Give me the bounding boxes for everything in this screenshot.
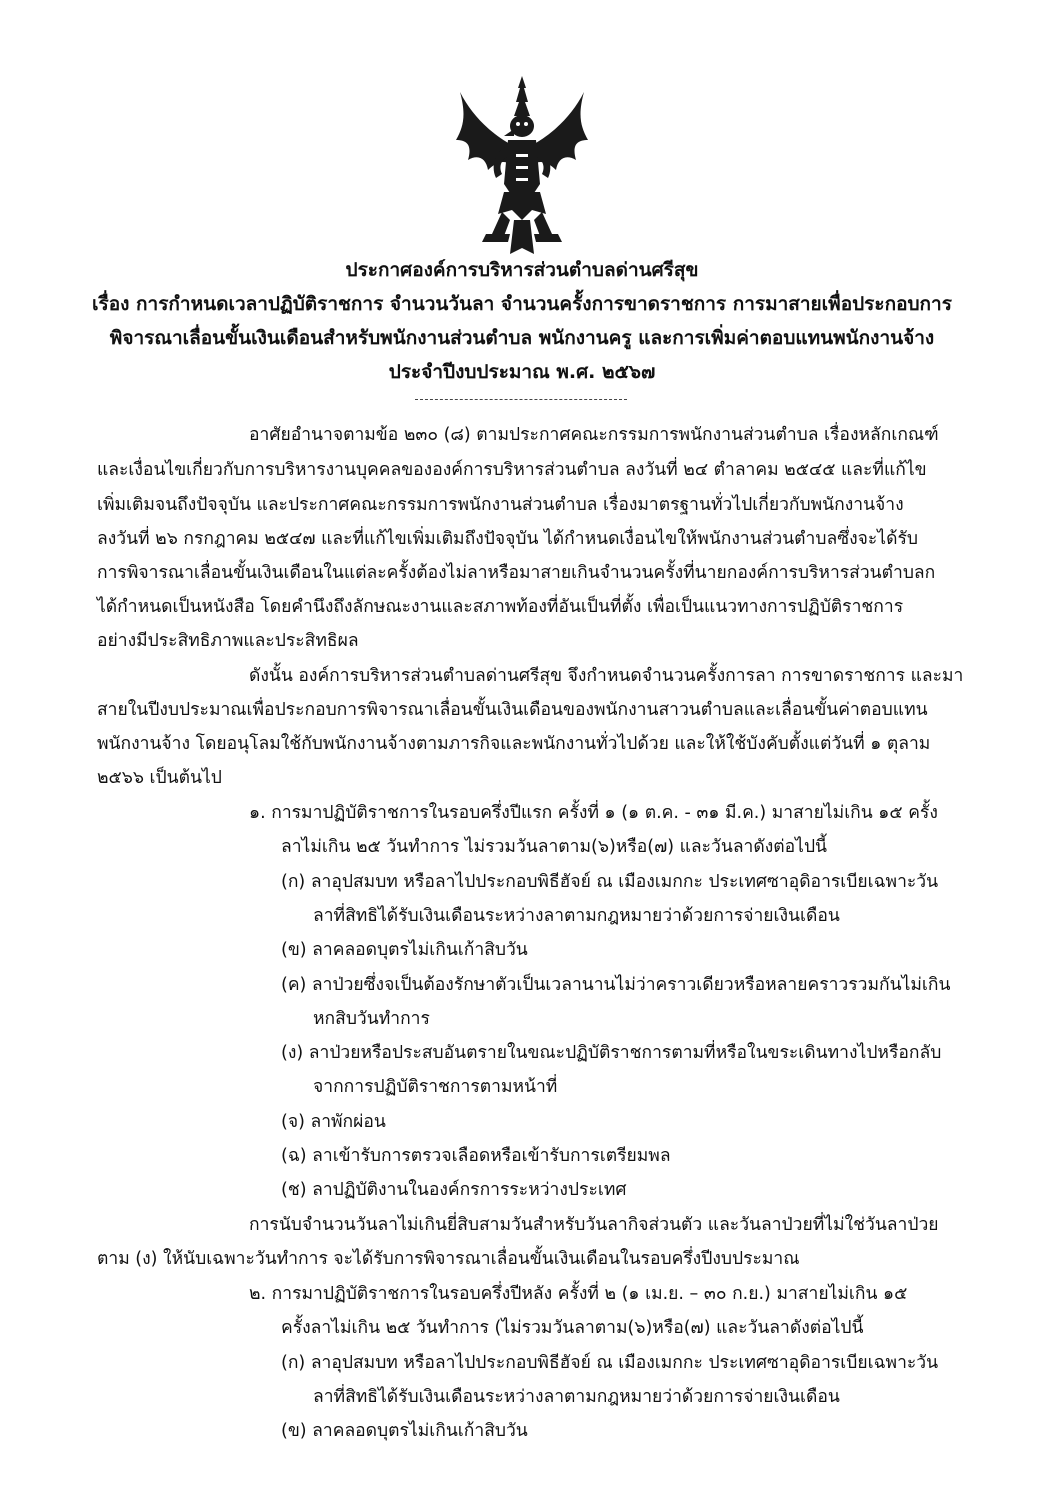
- list-item: ครั้งลาไม่เกิน ๒๕ วันทำการ (ไม่รวมวันลาตาม(๖)หรือ(๗) และวันลาดังต่อไปนี้: [281, 1318, 864, 1338]
- paragraph-line: ได้กำหนดเป็นหนังสือ โดยคำนึงถึงลักษณะงานและสภาพท้องที่อันเป็นที่ตั้ง เพื่อเป็นแนวทางการปฏิบัติราชการ: [97, 597, 904, 617]
- paragraph-line: ดังนั้น องค์การบริหารส่วนตำบลด่านศรีสุข จึงกำหนดจำนวนครั้งการลา การขาดราชการ และมา: [249, 666, 964, 686]
- list-item: ๒. การมาปฏิบัติราชการในรอบครึ่งปีหลัง ครั้งที่ ๒ (๑ เม.ย. – ๓๐ ก.ย.) มาสายไม่เกิน ๑๕: [249, 1284, 908, 1304]
- paragraph-line: พนักงานจ้าง โดยอนุโลมใช้กับพนักงานจ้างตามภารกิจและพนักงานทั่วไปด้วย และให้ใช้บังคับตั้งแต่วันที่ ๑ ตุลาม: [97, 734, 931, 754]
- sub-list-item: (ฉ) ลาเข้ารับการตรวจเลือดหรือเข้ารับการเตรียมพล: [281, 1146, 671, 1166]
- sub-list-item: จากการปฏิบัติราชการตามหน้าที่: [313, 1077, 558, 1097]
- paragraph-line: อย่างมีประสิทธิภาพและประสิทธิผล: [97, 631, 359, 651]
- paragraph-line: อาศัยอำนาจตามข้อ ๒๓๐ (๘) ตามประกาศคณะกรรมการพนักงานส่วนตำบล เรื่องหลักเกณฑ์: [249, 425, 939, 445]
- sub-list-item: (ข) ลาคลอดบุตรไม่เกินเก้าสิบวัน: [281, 940, 528, 960]
- document-title: ประกาศองค์การบริหารส่วนตำบลด่านศรีสุข: [345, 259, 699, 281]
- paragraph-line: เพิ่มเติมจนถึงปัจจุบัน และประกาศคณะกรรมการพนักงานส่วนตำบล เรื่องมาตรฐานทั่วไปเกี่ยวกับพนักงานจ้าง: [97, 495, 904, 515]
- subject-line: ประจำปีงบประมาณ พ.ศ. ๒๕๖๗: [388, 361, 656, 383]
- paragraph-line: ลงวันที่ ๒๖ กรกฎาคม ๒๕๔๗ และที่แก้ไขเพิ่มเติมถึงปัจจุบัน ได้กำหนดเงื่อนไขให้พนักงานส่วนตำบลซึ่งจะได้รับ: [97, 529, 918, 549]
- sub-list-item: (ง) ลาป่วยหรือประสบอันตรายในขณะปฏิบัติราชการตามที่หรือในขระเดินทางไปหรือกลับ: [281, 1043, 942, 1063]
- list-item: ลาไม่เกิน ๒๕ วันทำการ ไม่รวมวันลาตาม(๖)หรือ(๗) และวันลาดังต่อไปนี้: [281, 837, 828, 857]
- paragraph-line: การนับจำนวนวันลาไม่เกินยี่สิบสามวันสำหรับวันลากิจส่วนตัว และวันลาป่วยที่ไม่ใช่วันลาป่วย: [249, 1215, 939, 1235]
- list-item: ๑. การมาปฏิบัติราชการในรอบครึ่งปีแรก ครั้งที่ ๑ (๑ ต.ค. - ๓๑ มี.ค.) มาสายไม่เกิน ๑๕ ครั้ง: [249, 803, 938, 823]
- subject-line: เรื่อง การกำหนดเวลาปฏิบัติราชการ จำนวนวันลา จำนวนครั้งการขาดราชการ การมาสายเพื่อประกอบการ: [92, 293, 952, 315]
- sub-list-item: (จ) ลาพักผ่อน: [281, 1112, 386, 1132]
- paragraph-line: การพิจารณาเลื่อนขั้นเงินเดือนในแต่ละครั้งต้องไม่ลาหรือมาสายเกินจำนวนครั้งที่นายกองค์การบริหารส่วนตำบลก: [97, 563, 936, 583]
- sub-list-item: หกสิบวันทำการ: [313, 1009, 430, 1029]
- sub-list-item: (ค) ลาป่วยซึ่งจเป็นต้องรักษาตัวเป็นเวลานานไม่ว่าคราวเดียวหรือหลายคราวรวมกันไม่เกิน: [281, 975, 951, 995]
- paragraph-line: ๒๕๖๖ เป็นต้นไป: [97, 768, 222, 788]
- sub-list-item: (ช) ลาปฏิบัติงานในองค์กรการระหว่างประเทศ: [281, 1180, 627, 1200]
- paragraph-line: สายในปีงบประมาณเพื่อประกอบการพิจารณาเลื่อนขั้นเงินเดือนของพนักงานสาวนตำบลและเลื่อนขั้นค่าตอบแทน: [97, 700, 928, 720]
- sub-list-item: (ก) ลาอุปสมบท หรือลาไปประกอบพิธีฮัจย์ ณ เมืองเมกกะ ประเทศซาอุดิอารเบียเฉพาะวัน: [281, 872, 939, 892]
- sub-list-item: (ก) ลาอุปสมบท หรือลาไปประกอบพิธีฮัจย์ ณ เมืองเมกกะ ประเทศซาอุดิอารเบียเฉพาะวัน: [281, 1353, 939, 1373]
- title-separator: [415, 399, 627, 400]
- garuda-emblem-icon: [452, 74, 592, 256]
- subject-line: พิจารณาเลื่อนขั้นเงินเดือนสำหรับพนักงานส่วนตำบล พนักงานครู และการเพิ่มค่าตอบแทนพนักงานจ้าง: [109, 327, 935, 349]
- paragraph-line: ตาม (ง) ให้นับเฉพาะวันทำการ จะได้รับการพิจารณาเลื่อนขั้นเงินเดือนในรอบครึ่งปีงบประมาณ: [97, 1249, 800, 1269]
- sub-list-item: (ข) ลาคลอดบุตรไม่เกินเก้าสิบวัน: [281, 1421, 528, 1441]
- sub-list-item: ลาที่สิทธิได้รับเงินเดือนระหว่างลาตามกฎหมายว่าด้วยการจ่ายเงินเดือน: [313, 906, 840, 926]
- sub-list-item: ลาที่สิทธิได้รับเงินเดือนระหว่างลาตามกฎหมายว่าด้วยการจ่ายเงินเดือน: [313, 1387, 840, 1407]
- paragraph-line: และเงื่อนไขเกี่ยวกับการบริหารงานบุคคลขององค์การบริหารส่วนตำบล ลงวันที่ ๒๔ ตำลาคม ๒๕๔๕ และที่แก้ไข: [97, 460, 927, 480]
